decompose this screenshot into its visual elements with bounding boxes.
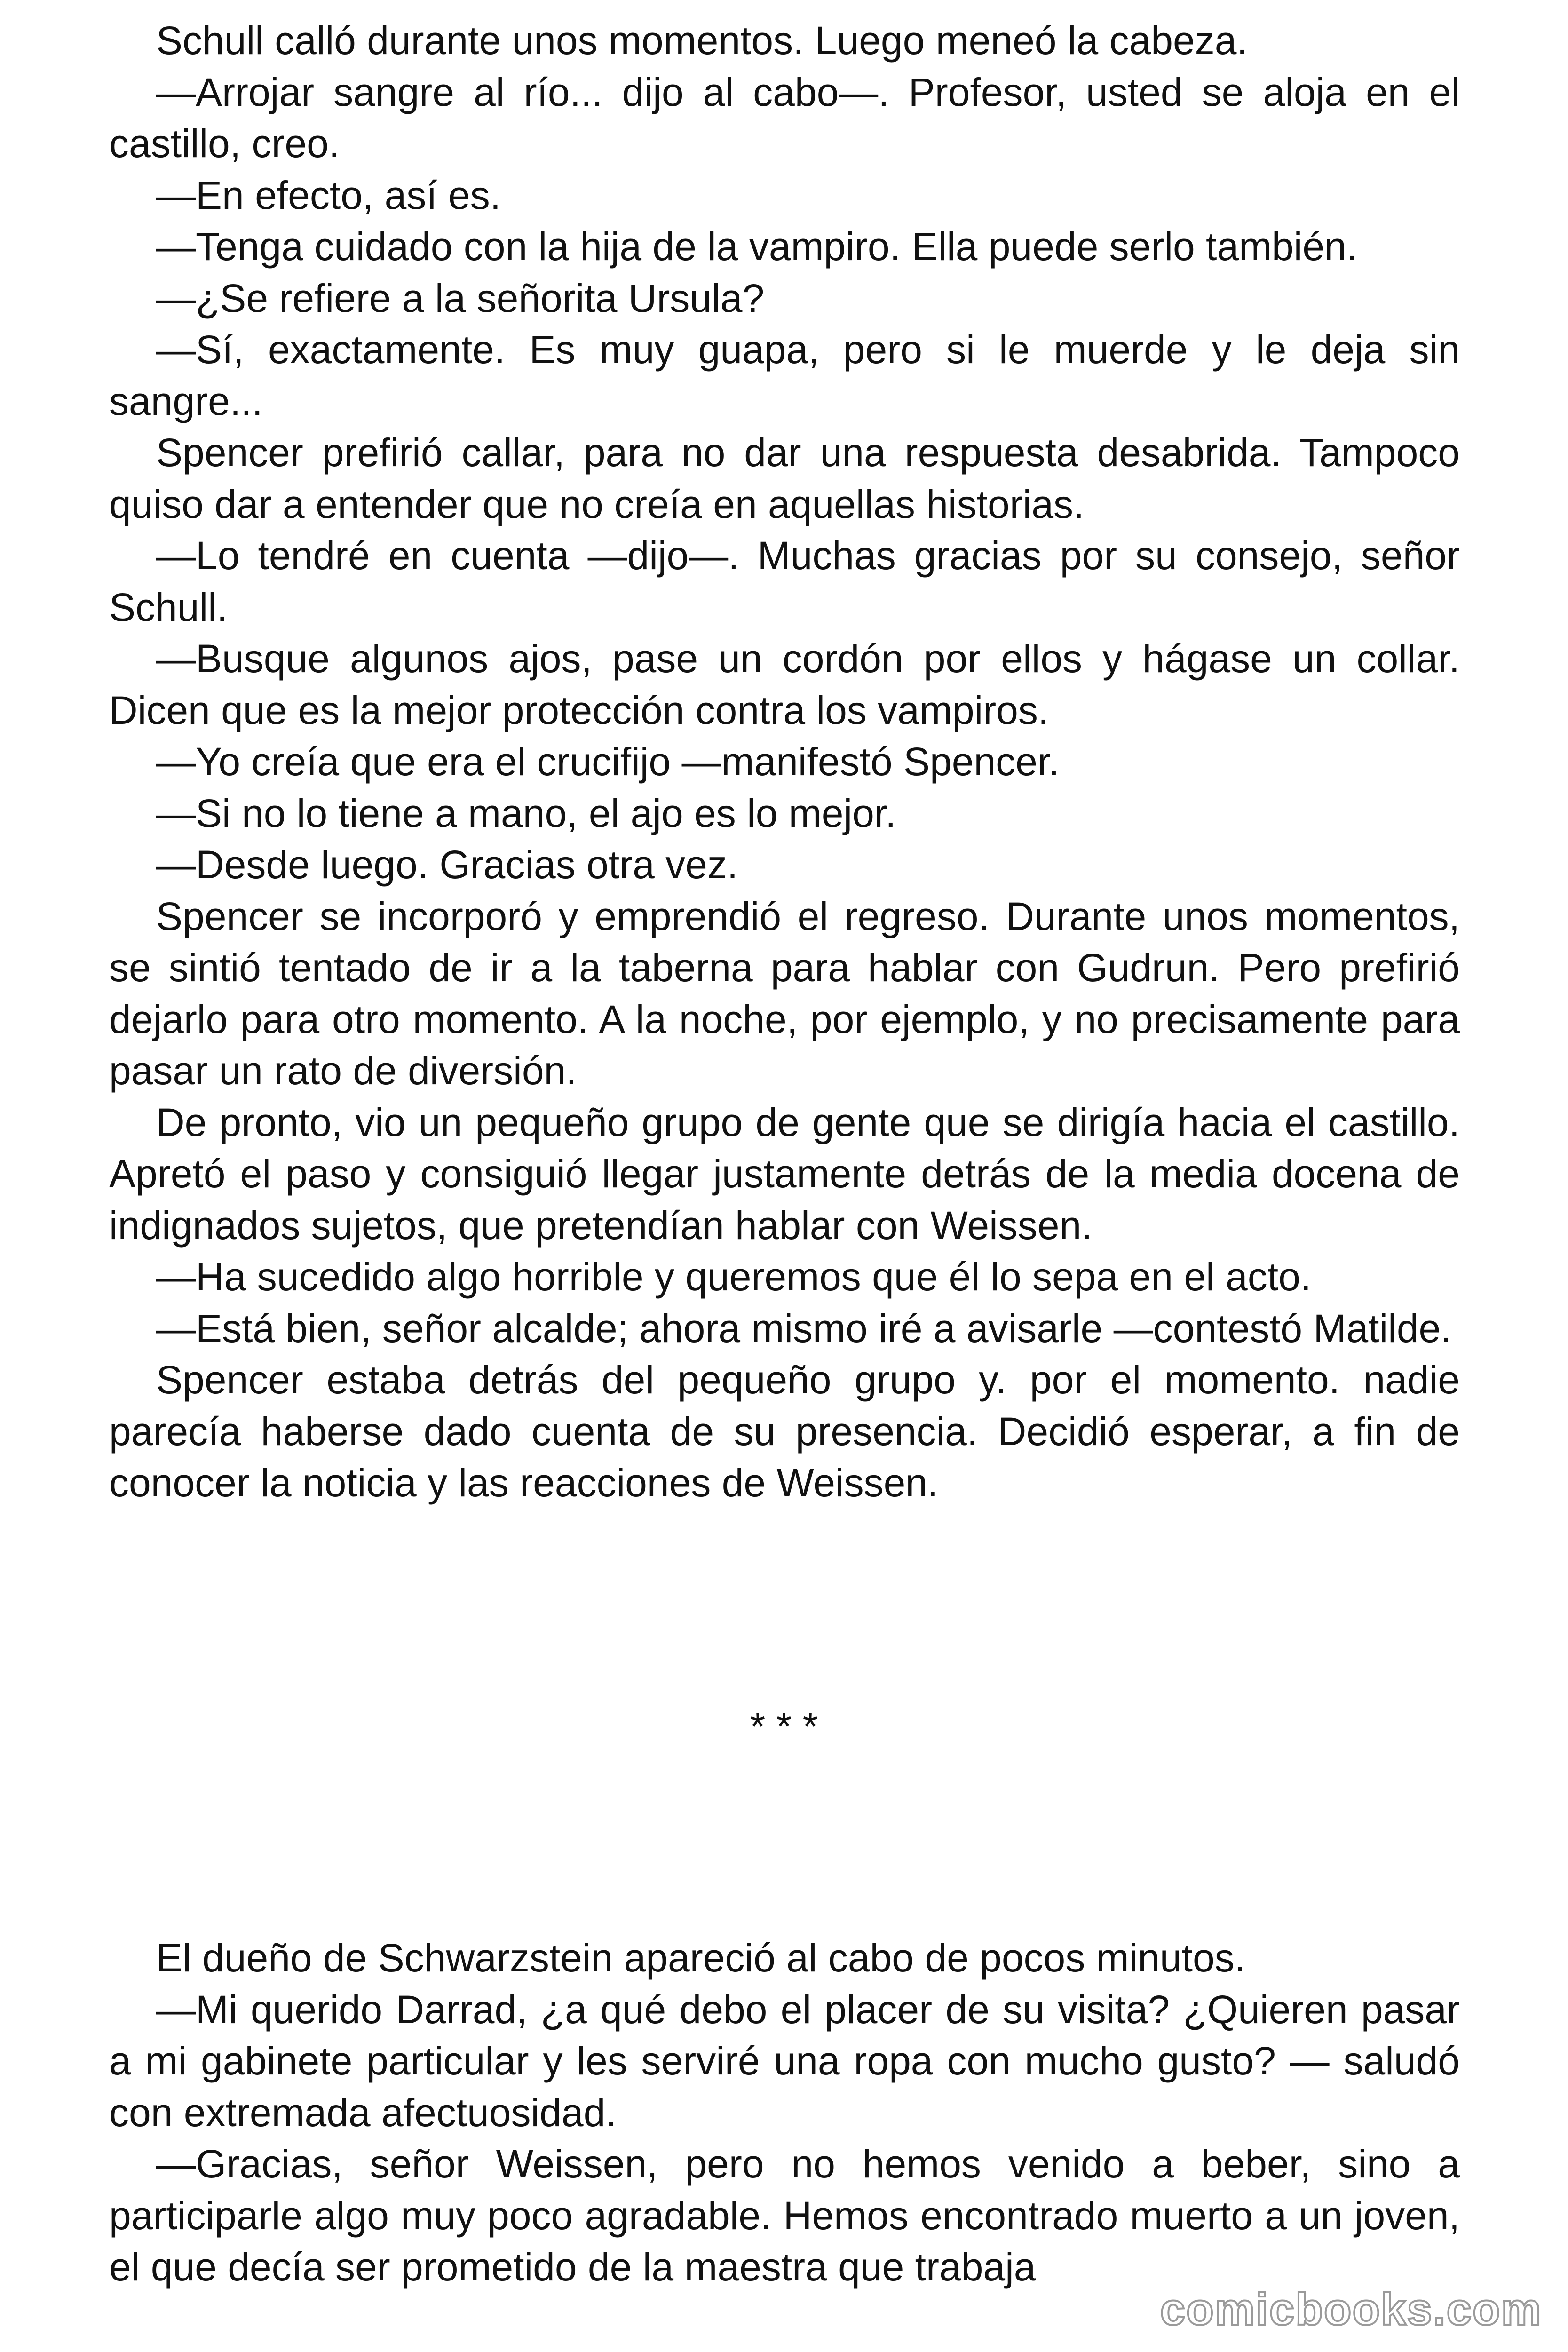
paragraph: —Gracias, señor Weissen, pero no hemos venido a beber, sino a participarle algo muy poco agradable. Hemos encontrado muerto a un joven, el que decía ser prometido de la maestra que trabaja	[109, 2142, 1460, 2289]
paragraph: Schull calló durante unos momentos. Luego meneó la cabeza.	[156, 18, 1248, 63]
paragraph: —Arrojar sangre al río... dijo al cabo—. Profesor, usted se aloja en el castillo, creo.	[109, 70, 1460, 166]
paragraph: —Mi querido Darrad, ¿a qué debo el placer de su visita? ¿Quieren pasar a mi gabinete particular y les serviré una ropa con mucho gusto? — saludó con extremada afectuosidad.	[109, 1987, 1460, 2135]
paragraph: —Lo tendré en cuenta —dijo—. Muchas gracias por su consejo, señor Schull.	[109, 533, 1460, 629]
paragraph: Spencer estaba detrás del pequeño grupo y. por el momento. nadie parecía haberse dado cuenta de su presencia. Decidió esperar, a fin de conocer la noticia y las reacciones de Weissen.	[109, 1358, 1460, 1505]
paragraph: —Ha sucedido algo horrible y queremos que él lo sepa en el acto.	[156, 1255, 1312, 1299]
paragraph: —Desde luego. Gracias otra vez.	[156, 842, 738, 887]
paragraph: —Tenga cuidado con la hija de la vampiro. Ella puede serlo también.	[156, 224, 1358, 269]
text-block-lower	[109, 1932, 1460, 2293]
paragraph: —Busque algunos ajos, pase un cordón por ellos y hágase un collar. Dicen que es la mejor protección contra los vampiros.	[109, 636, 1460, 732]
paragraph: —Yo creía que era el crucifijo —manifestó Spencer.	[156, 739, 1060, 784]
section-separator: * * *	[750, 1704, 818, 1748]
paragraph: —Sí, exactamente. Es muy guapa, pero si le muerde y le deja sin sangre...	[109, 327, 1460, 423]
paragraph: —¿Se refiere a la señorita Ursula?	[156, 276, 765, 320]
paragraph: —Está bien, señor alcalde; ahora mismo iré a avisarle —contestó Matilde.	[156, 1306, 1452, 1351]
paragraph: El dueño de Schwarzstein apareció al cabo de pocos minutos.	[156, 1936, 1246, 1980]
paragraph: —En efecto, así es.	[156, 173, 501, 217]
paragraph: Spencer prefirió callar, para no dar una respuesta desabrida. Tampoco quiso dar a entender que no creía en aquellas historias.	[109, 430, 1460, 526]
paragraph: —Si no lo tiene a mano, el ajo es lo mejor.	[156, 791, 896, 835]
text-block-upper	[109, 15, 1460, 1509]
paragraph: Spencer se incorporó y emprendió el regreso. Durante unos momentos, se sintió tentado de ir a la taberna para hablar con Gudrun. Pero prefirió dejarlo para otro momento. A la noche, por ejemplo, y no precisamente para pasar un rato de diversión.	[109, 894, 1460, 1093]
watermark-logo: comicbooks.com	[1160, 2284, 1542, 2335]
paragraph: De pronto, vio un pequeño grupo de gente que se dirigía hacia el castillo. Apretó el paso y consiguió llegar justamente detrás de la media docena de indignados sujetos, que pretendían hablar con Weissen.	[109, 1100, 1460, 1248]
